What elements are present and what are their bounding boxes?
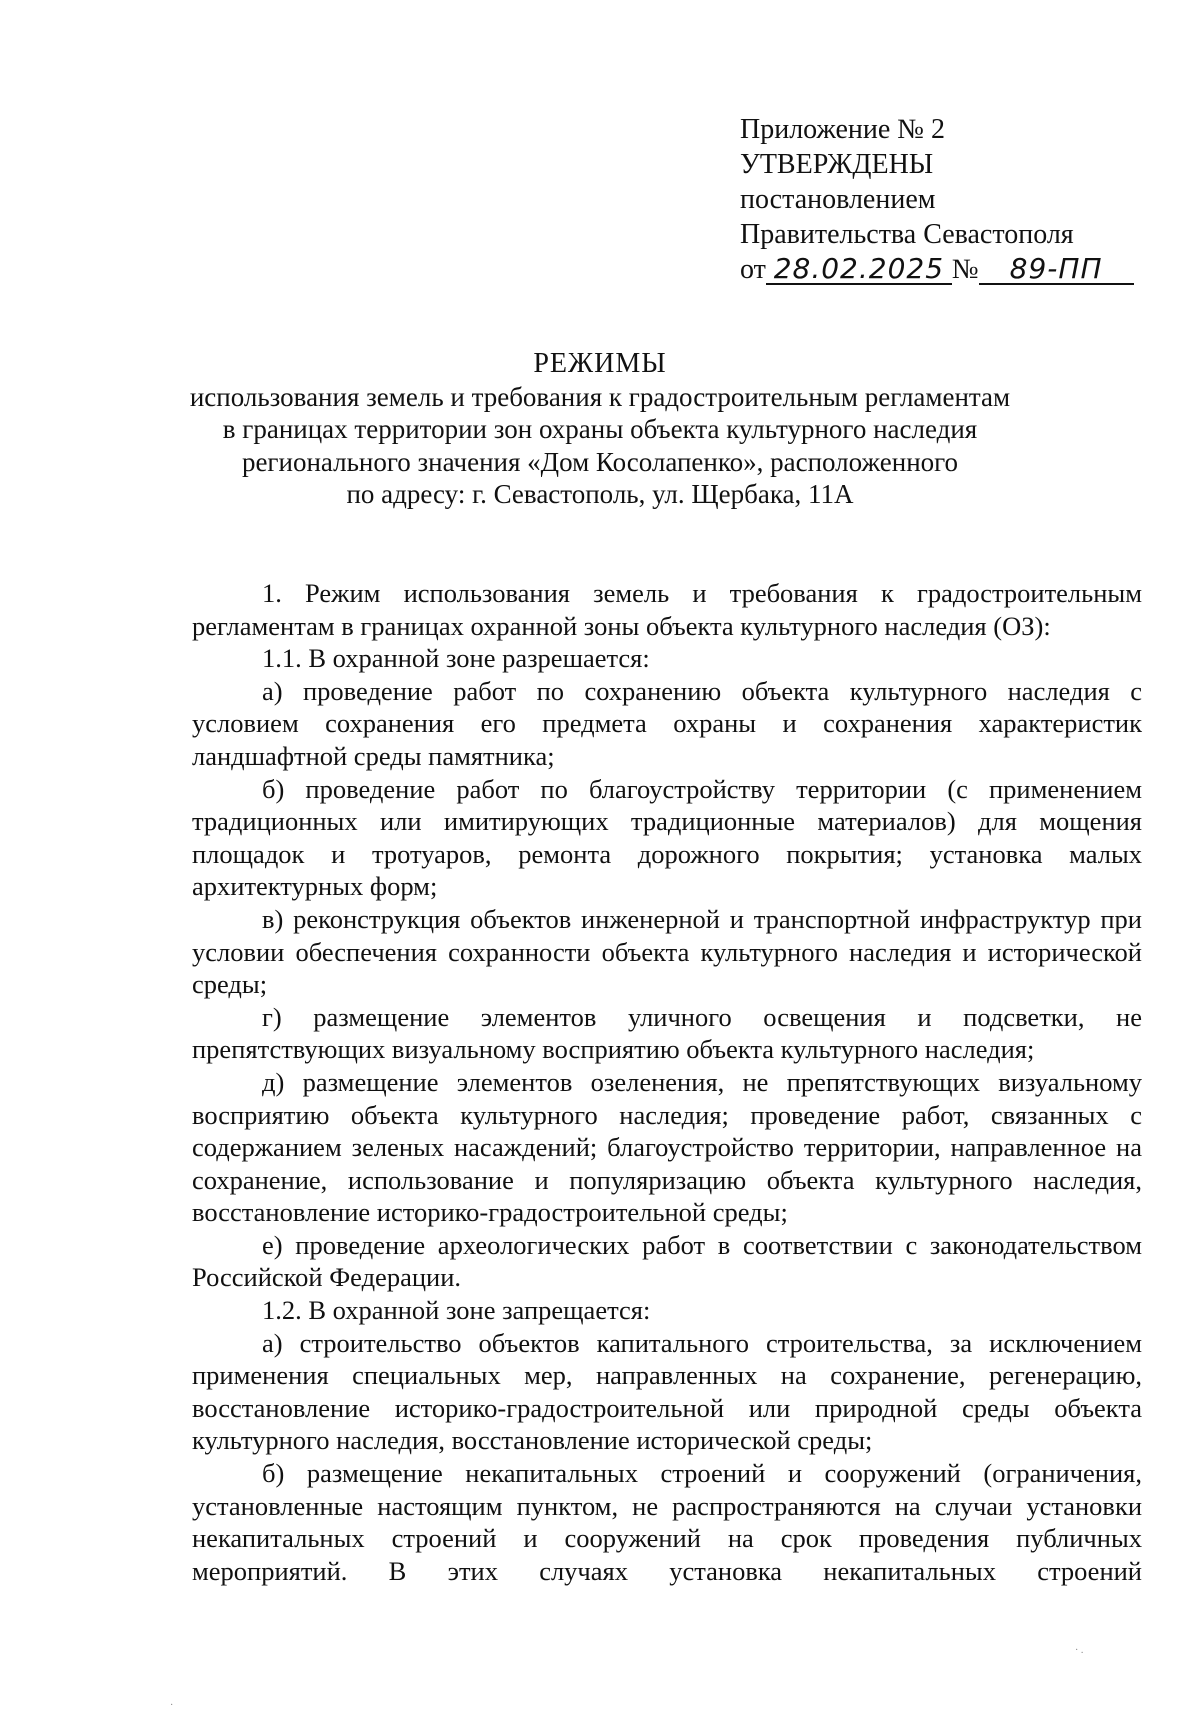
handwritten-date: 28.02.2025 — [766, 255, 952, 285]
document-title — [160, 348, 1040, 511]
handwritten-number: 89-ПП — [979, 255, 1134, 285]
paragraph-1-1-e: е) проведение археологических работ в соответствии с законодательством Российской Федерации. — [192, 1229, 1142, 1293]
date-number-line — [740, 252, 1134, 287]
title-line-3: регионального значения «Дом Косолапенко», расположенного — [241, 446, 959, 477]
number-sign: № — [951, 254, 979, 285]
date-prefix: от — [740, 254, 766, 285]
approval-stamp — [740, 112, 1134, 287]
paragraph-1-1-v: в) реконструкция объектов инженерной и транспортной инфраструктур при условии обеспечения сохранности объекта культурного наследия и исторической среды; — [192, 903, 1142, 1000]
paragraph-1-2: 1.2. В охранной зоне запрещается: — [262, 1295, 651, 1326]
paragraph-1-1-a: а) проведение работ по сохранению объекта культурного наследия с условием сохранения его предмета охраны и сохранения характеристик ландшафтной среды памятника; — [192, 675, 1142, 771]
title-line-1: использования земель и требования к градостроительным регламентам — [189, 381, 1011, 412]
scan-speck-2: · — [170, 1700, 174, 1711]
paragraph-1-2-b: б) размещение некапитальных строений и сооружений (ограничения, установленные настоящим пунктом, не распространяются на случаи установки некапитальных строений и сооружений на срок проведения публичных мероприятий. В этих случаях установка некапитальных строений — [192, 1458, 1142, 1586]
document-body — [192, 577, 1142, 1587]
paragraph-1-1-d: д) размещение элементов озеленения, не препятствующих визуальному восприятию объекта культурного наследия; проведение работ, связанных с содержанием зеленых насаждений; благоустройство территории, направленное на сохранение, использование и популяризацию объекта культурного наследия, восстановление историко-градостроительной среды; — [192, 1066, 1142, 1228]
paragraph-1-1: 1.1. В охранной зоне разрешается: — [262, 643, 650, 674]
appendix-label: Приложение № 2 — [740, 114, 945, 145]
title-line-4: по адресу: г. Севастополь, ул. Щербака, 11А — [346, 479, 854, 509]
paragraph-1-1-b: б) проведение работ по благоустройству территории (с применением традиционных или имитирующих традиционные материалов) для мощения площадок и тротуаров, ремонта дорожного покрытия; установка малых архитектурных форм; — [192, 773, 1142, 902]
paragraph-1: 1. Режим использования земель и требования к градостроительным регламентам в границах охранной зоны объекта культурного наследия (ОЗ): — [192, 578, 1142, 641]
approved-label: УТВЕРЖДЕНЫ — [740, 149, 934, 180]
paragraph-1-2-a: а) строительство объектов капитального строительства, за исключением применения специальных мер, направленных на сохранение, регенерацию, восстановление историко-градостроительной или природной среды объекта культурного наследия, восстановление исторической среды; — [192, 1327, 1142, 1456]
approved-by-label: постановлением — [740, 184, 936, 215]
authority-label: Правительства Севастополя — [740, 219, 1074, 250]
title-main: РЕЖИМЫ — [533, 348, 667, 379]
title-line-2: в границах территории зон охраны объекта культурного наследия — [222, 414, 978, 444]
scan-speck: · . — [1075, 1645, 1084, 1656]
paragraph-1-1-g: г) размещение элементов уличного освещения и подсветки, не препятствующих визуальному восприятию объекта культурного наследия; — [192, 1001, 1142, 1065]
